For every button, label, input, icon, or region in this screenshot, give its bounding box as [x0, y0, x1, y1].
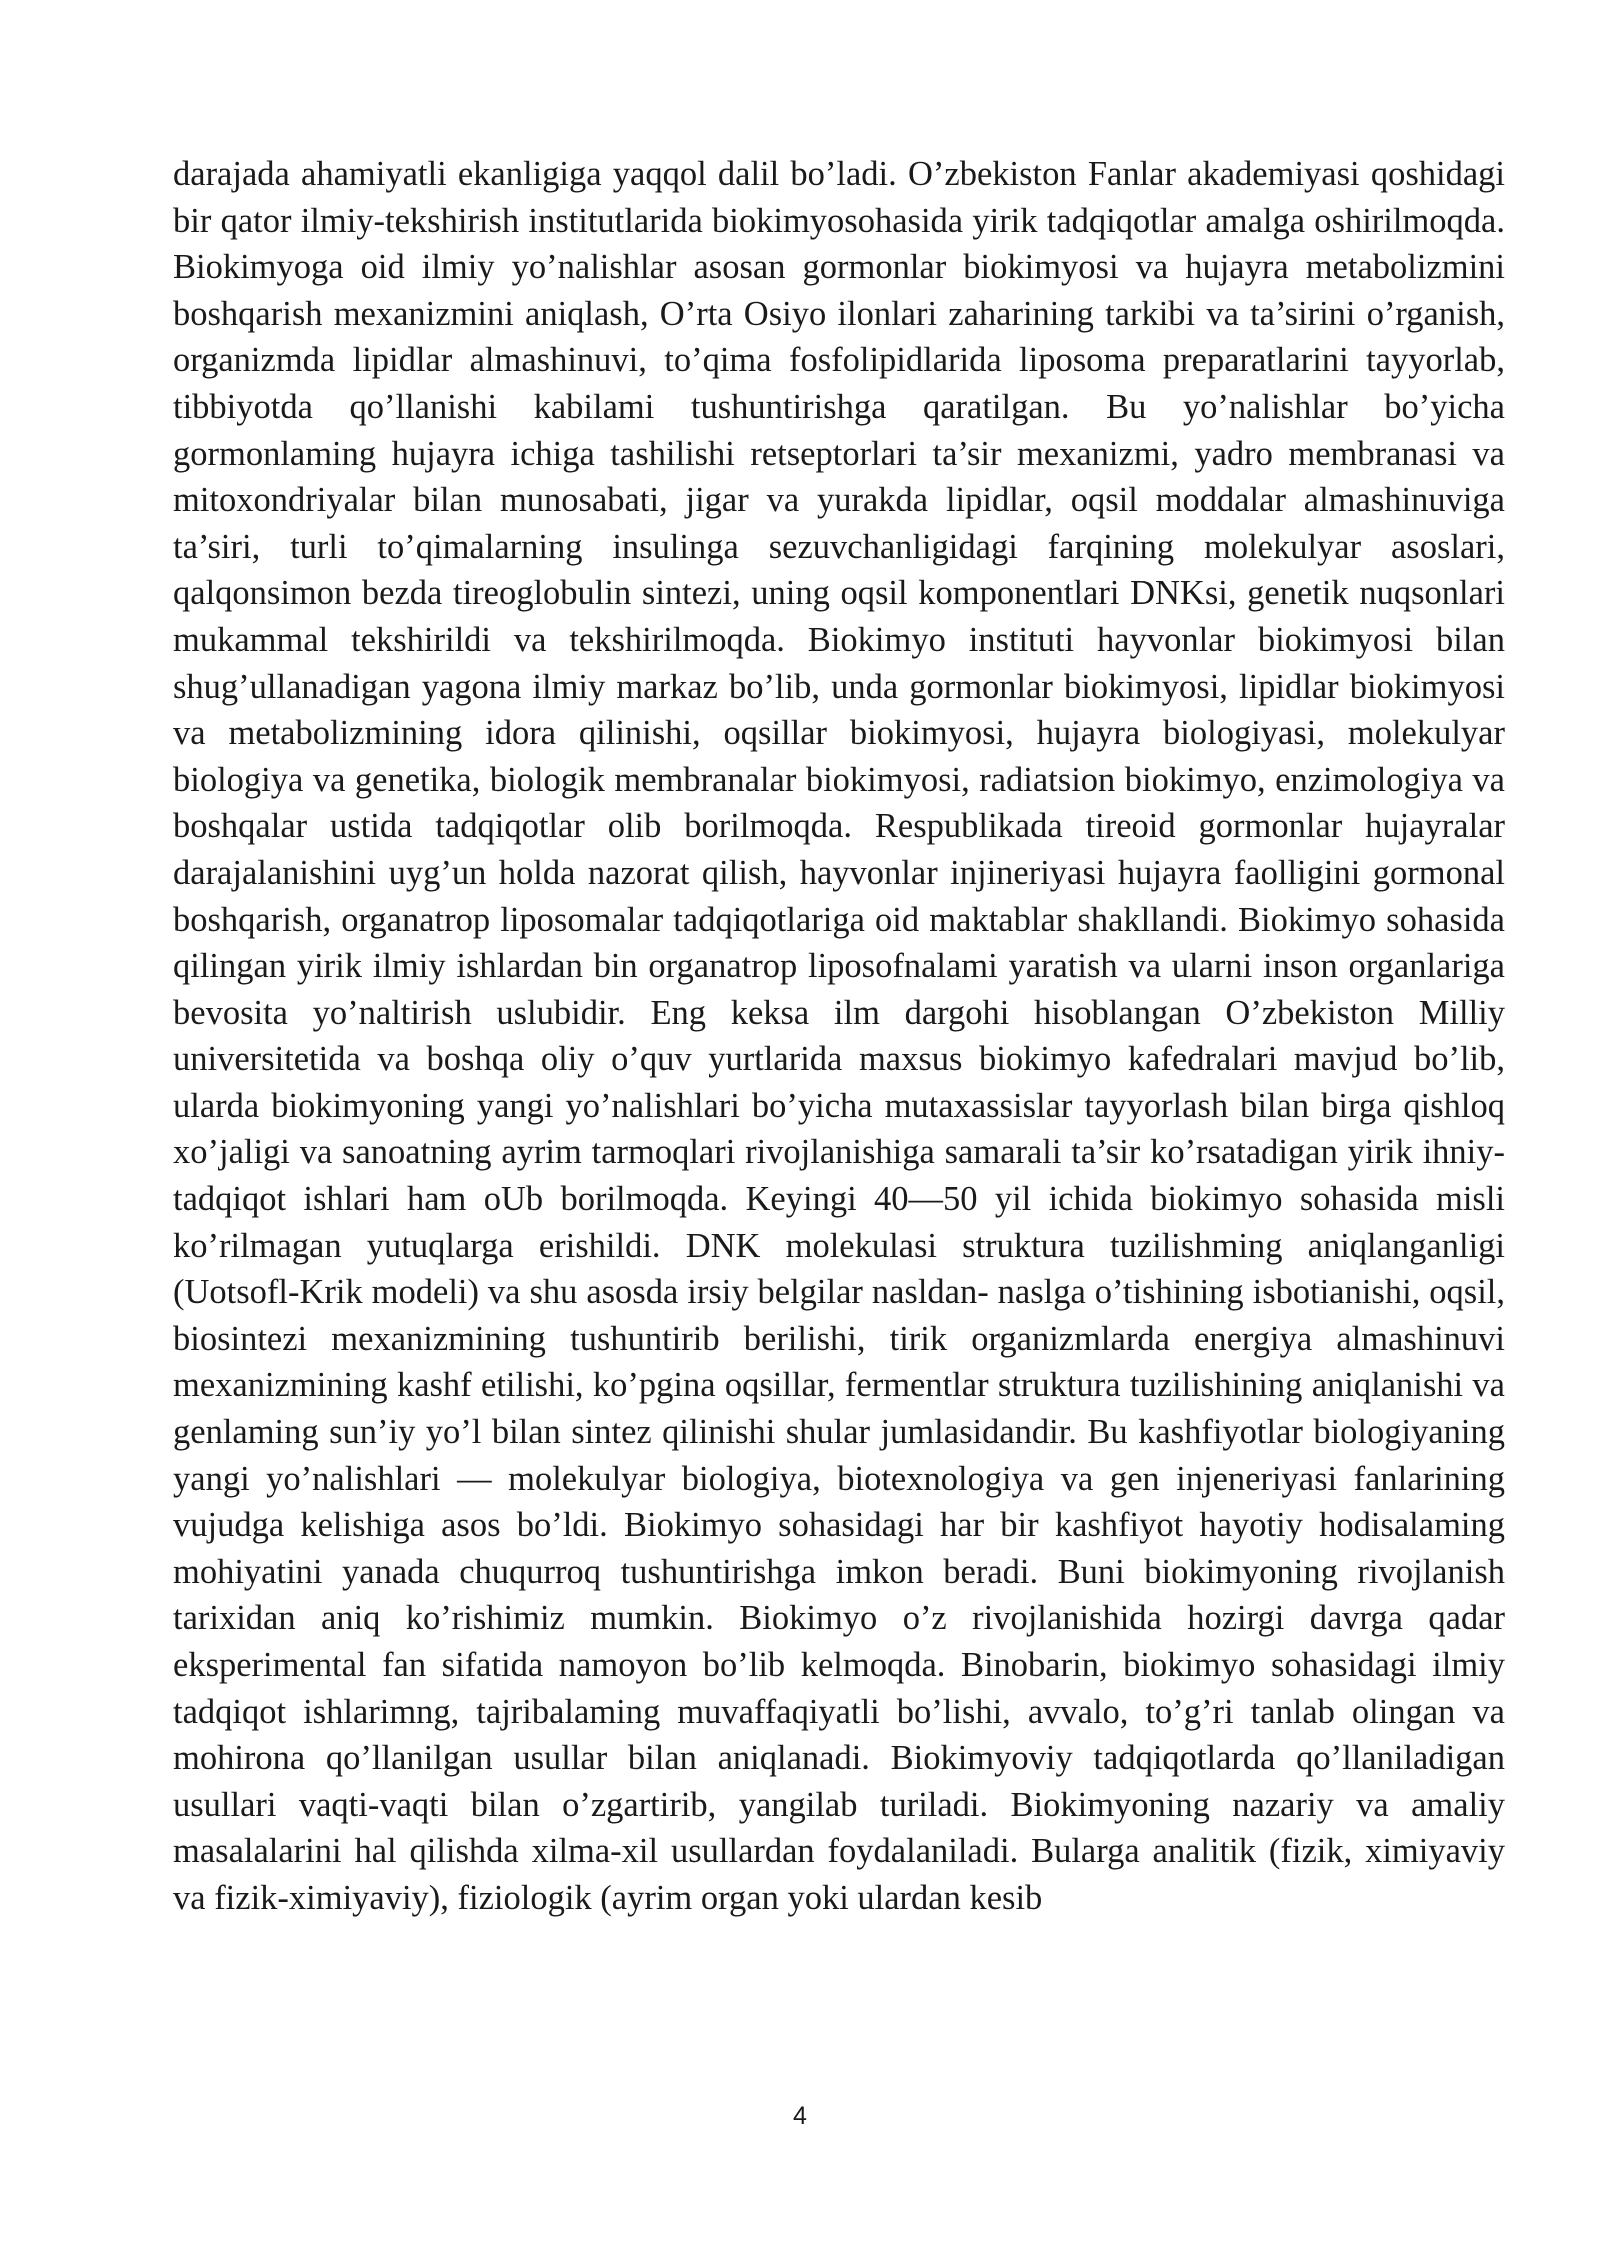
body-paragraph: darajada ahamiyatli ekanligiga yaqqol dalil bo’ladi. O’zbekiston Fanlar akademiyasi qoshidagi bir qator ilmiy-tekshirish institutlarida biokimyosohasida yirik tadqiqotlar amalga oshirilmoqda. Biokimyoga oid ilmiy yo’nalishlar asosan gormonlar biokimyosi va hujayra metabolizmini boshqarish mexanizmini aniqlash, O’rta Osiyo ilonlari zaharining tarkibi va ta’sirini o’rganish, organizmda lipidlar almashinuvi, to’qima fosfolipidlarida liposoma preparatlarini tayyorlab, tibbiyotda qo’llanishi kabilami tushuntirishga qaratilgan. Bu yo’nalishlar bo’yicha gormonlaming hujayra ichiga tashilishi retseptorlari ta’sir mexanizmi, yadro membranasi va mitoxondriyalar bilan munosabati, jigar va yurakda lipidlar, oqsil moddalar almashinuviga ta’siri, turli to’qimalarning insulinga sezuvchanligidagi farqining molekulyar asoslari, qalqonsimon bezda tireoglobulin sintezi, uning oqsil komponentlari DNKsi, genetik nuqsonlari mukammal tekshirildi va tekshirilmoqda. Biokimyo instituti hayvonlar biokimyosi bilan shug’ullanadigan yagona ilmiy markaz bo’lib, unda gormonlar biokimyosi, lipidlar biokimyosi va metabolizmining idora qilinishi, oqsillar biokimyosi, hujayra biologiyasi, molekulyar biologiya va genetika, biologik membranalar biokimyosi, radiatsion biokimyo, enzimologiya va boshqalar ustida tadqiqotlar olib borilmoqda. Respublikada tireoid gormonlar hujayralar darajalanishini uyg’un holda nazorat qilish, hayvonlar injineriyasi hujayra faolligini gormonal boshqarish, organatrop liposomalar tadqiqotlariga oid maktablar shakllandi. Biokimyo sohasida qilingan yirik ilmiy ishlardan bin organatrop liposofnalami yaratish va ularni inson organlariga bevosita yo’naltirish uslubidir. Eng keksa ilm dargohi hisoblangan O’zbekiston Milliy universitetida va boshqa oliy o’quv yurtlarida maxsus biokimyo kafedralari mavjud bo’lib, ularda biokimyoning yangi yo’nalishlari bo’yicha mutaxassislar tayyorlash bilan birga qishloq xo’jaligi va sanoatning ayrim tarmoqlari rivojlanishiga samarali ta’sir ko’rsatadigan yirik ihniy-tadqiqot ishlari ham oUb borilmoqda. Keyingi 40—50 yil ichida biokimyo sohasida misli ko’rilmagan yutuqlarga erishildi. DNK molekulasi struktura tuzilishming aniqlanganligi (Uotsofl-Krik modeli) va shu asosda irsiy belgilar nasldan- naslga o’tishining isbotianishi, oqsil, biosintezi mexanizmining tushuntirib berilishi, tirik organizmlarda energiya almashinuvi mexanizmining kashf etilishi, ko’pgina oqsillar, fermentlar struktura tuzilishining aniqlanishi va genlaming sun’iy yo’l bilan sintez qilinishi shular jumlasidandir. Bu kashfiyotlar biologiyaning yangi yo’nalishlari — molekulyar biologiya, biotexnologiya va gen injeneriyasi fanlarining vujudga kelishiga asos bo’ldi. Biokimyo sohasidagi har bir kashfiyot hayotiy hodisalaming mohiyatini yanada chuqurroq tushuntirishga imkon beradi. Buni biokimyoning rivojlanish tarixidan aniq ko’rishimiz mumkin. Biokimyo o’z rivojlanishida hozirgi davrga qadar eksperimental fan sifatida namoyon bo’lib kelmoqda. Binobarin, biokimyo sohasidagi ilmiy tadqiqot ishlarimng, tajribalaming muvaffaqiyatli bo’lishi, avvalo, to’g’ri tanlab olingan va mohirona qo’llanilgan usullar bilan aniqlanadi. Biokimyoviy tadqiqotlarda qo’llaniladigan usullari vaqti-vaqti bilan o’zgartirib, yangilab turiladi. Biokimyoning nazariy va amaliy masalalarini hal qilishda xilma-xil usullardan foydalaniladi. Bularga analitik (fizik, ximiyaviy va fizik-ximiyaviy), fiziologik (ayrim organ yoki ulardan kesib: [173, 155, 1505, 1917]
page-number: 4: [793, 2102, 807, 2130]
